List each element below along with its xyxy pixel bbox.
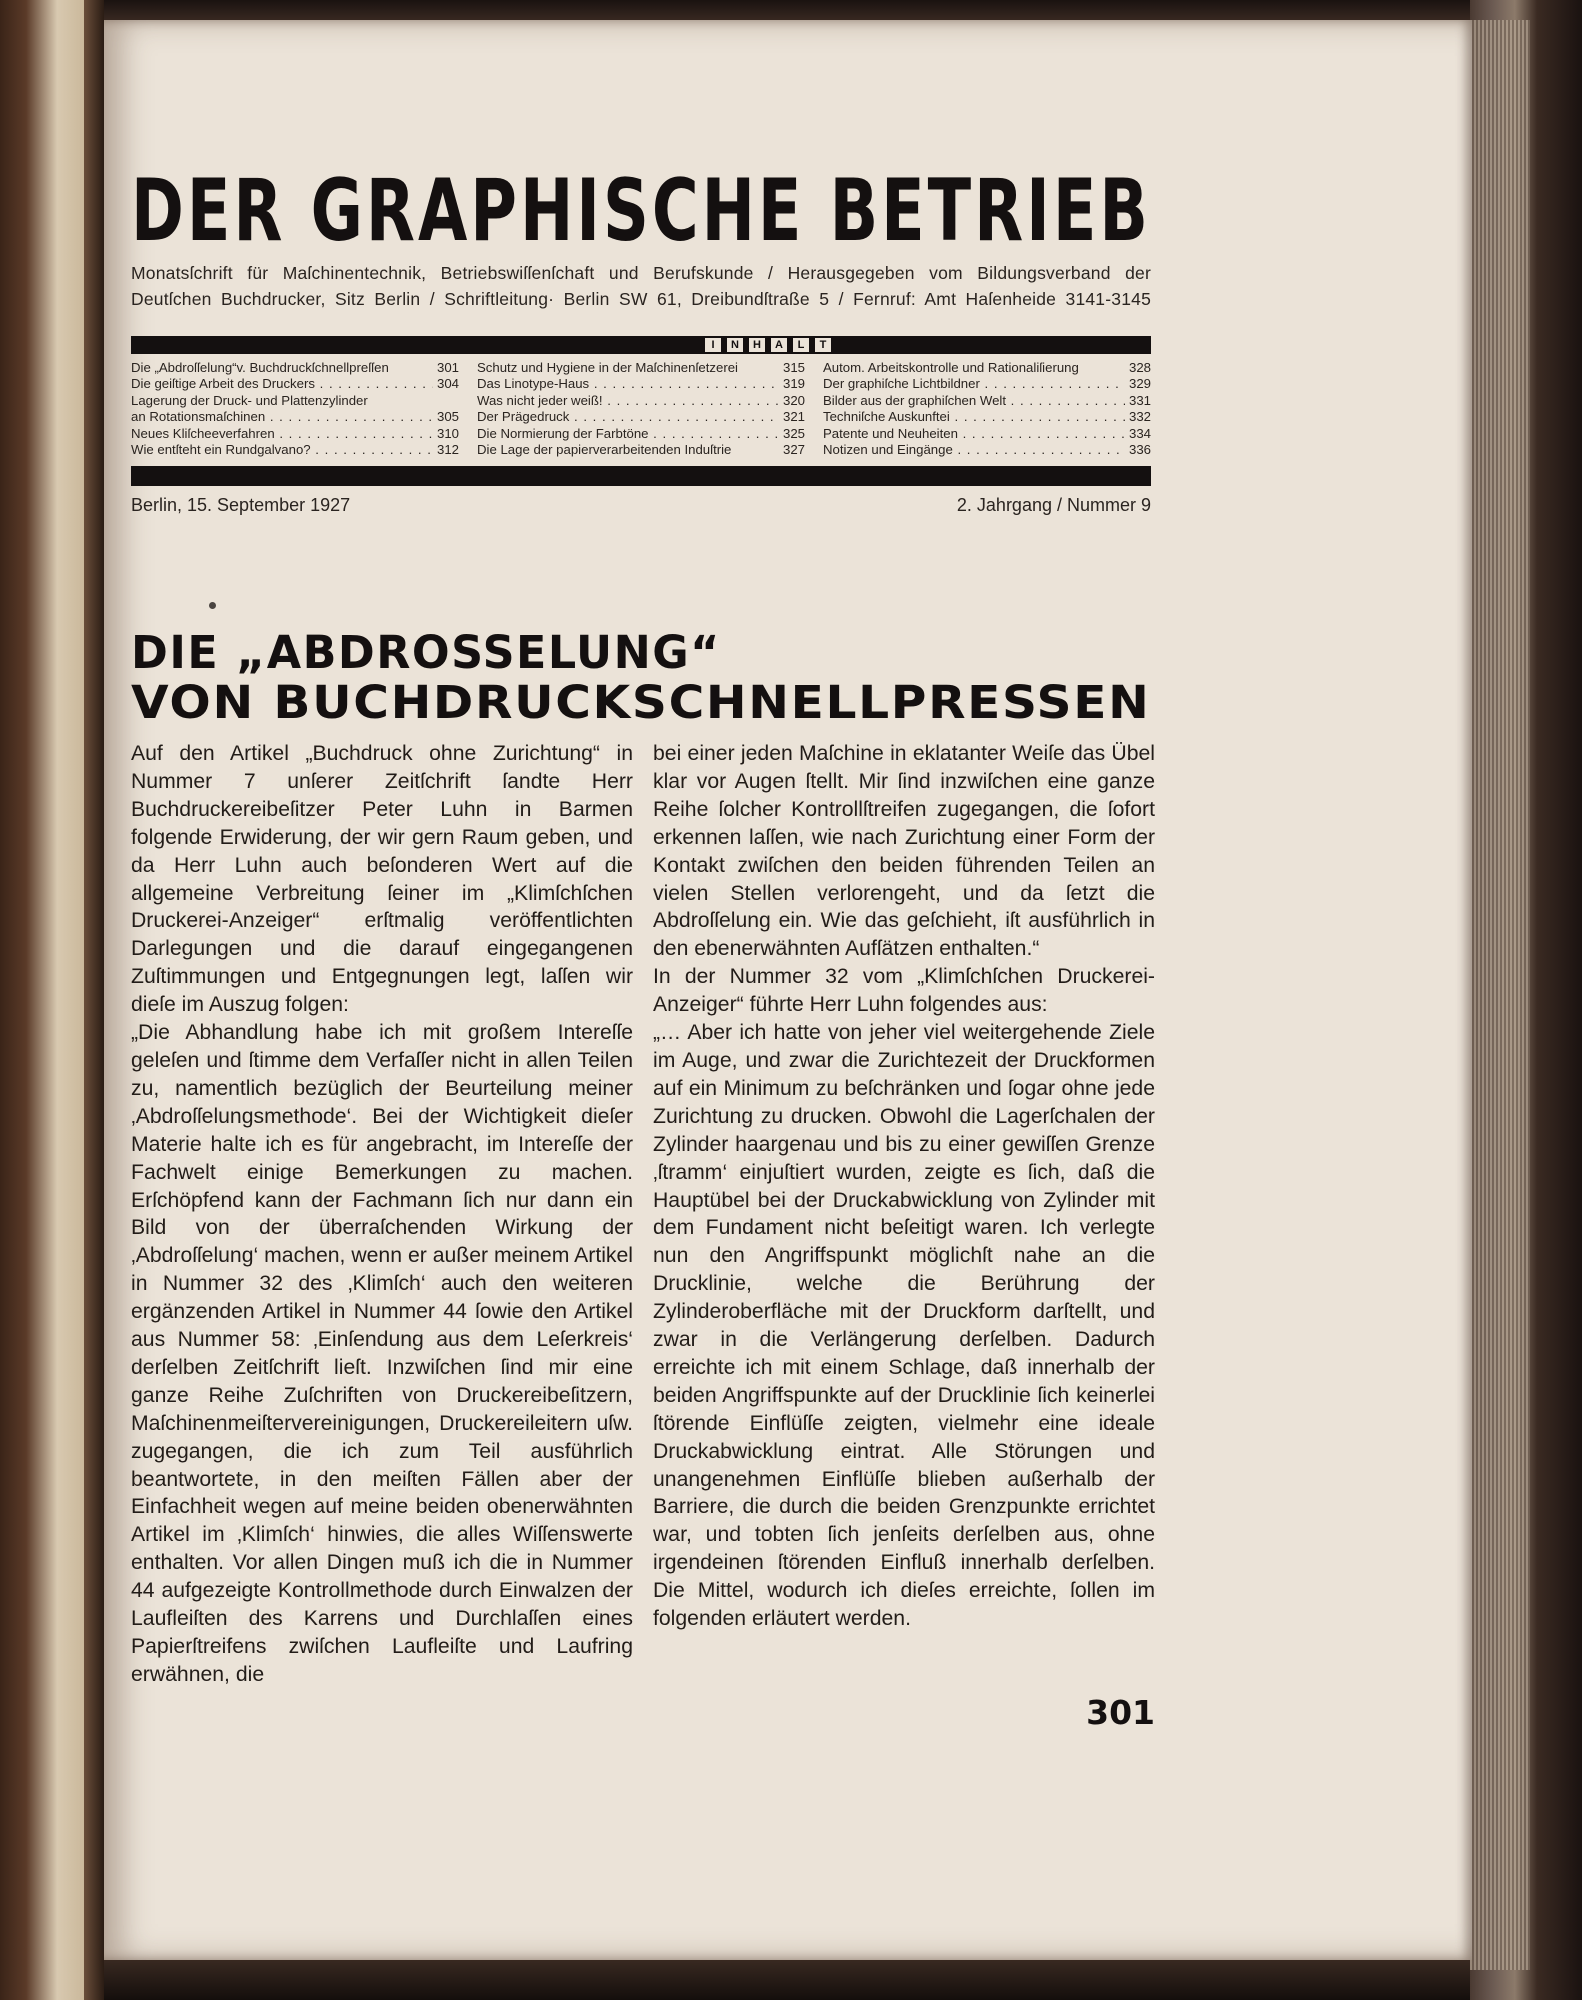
toc-column [131, 360, 459, 460]
toc-entry[interactable] [823, 393, 1151, 409]
masthead-title: DER GRAPHISCHE BETRIEB [131, 161, 1151, 261]
page-number: 301 [1086, 1693, 1155, 1732]
toc-entry-title: an Rotationsmaſchinen . . . [131, 409, 433, 425]
article-column-right [653, 740, 1155, 1633]
toc-entry[interactable] [477, 409, 805, 425]
toc-entry[interactable] [477, 360, 805, 376]
toc-entry-page: 334 [1125, 426, 1151, 442]
article-headline [131, 628, 1151, 728]
toc-column [477, 360, 805, 460]
subtitle-line-1: Monatsſchrift für Maſchinentechnik, Betriebswiſſenſchaft und Berufskunde / Herausgegeben vom Bildungsverband der [131, 263, 1151, 283]
spine-edge [84, 0, 104, 2000]
toc-entry-title: Autom. Arbeitskontrolle und Rationaliſierung [823, 360, 1079, 375]
toc-entry-title: Was nicht jeder weiß! . . . [477, 393, 779, 409]
toc-entry-title: Techniſche Auskunftei . . . [823, 409, 1125, 425]
toc-entry[interactable] [477, 442, 805, 458]
article-column-left [131, 740, 633, 1689]
toc-entry[interactable] [823, 409, 1151, 425]
toc-entry-title: Lagerung der Druck- und Plattenzylinder [131, 392, 368, 408]
ink-dot [209, 602, 216, 609]
toc-entry[interactable] [131, 393, 459, 409]
toc-entry[interactable] [131, 426, 459, 442]
toc-entry-title: Der Prägedruck . . . [477, 409, 779, 425]
paragraph: „… Aber ich hatte von jeher viel weitergehende Ziele im Auge, und zwar die Zurichtezeit der Druckformen auf ein Minimum zu beſchränken und ſogar ohne jede Zurichtung zu drucken. Obwohl die Lagerſchalen der Zylinder haargenau und bis zu einer gewiſſen Grenze ‚ſtramm‘ einjuſtiert wurden, zeigte es ſich, daß die Hauptübel bei der Druckabwicklung von Zylinder mit dem Fundament nicht beſeitigt waren. Ich verlegte nun den Angriffspunkt möglichſt nahe an die Drucklinie, welche die Berührung der Zylinderoberfläche mit der Druckform darſtellt, und zwar in die Verlängerung derſelben. Dadurch erreichte ich mit einem Schlage, daß innerhalb der beiden Angriffspunkte auf der Drucklinie ſich keinerlei ſtörende Einflüſſe zeigten, vielmehr eine ideale Druckabwicklung eintrat. Alle Störungen und unangenehmen Einflüſſe blieben außerhalb der Barriere, die durch die beiden Grenzpunkte errichtet war, und tobten ſich jenſeits derſelben aus, ohne irgendeinen ſtörenden Einfluß innerhalb derſelben. Die Mittel, wodurch ich dieſes erreichte, ſollen im folgenden erläutert werden. [653, 1021, 1155, 1631]
paragraph: In der Nummer 32 vom „Klimſchſchen Druckerei-Anzeiger“ führte Herr Luhn folgendes aus: [653, 965, 1155, 1017]
toc-entry-page [455, 393, 459, 409]
toc-entry-page: 312 [433, 442, 459, 458]
toc-label [699, 336, 837, 354]
toc-bottom-bar [131, 466, 1151, 486]
binding-top [104, 0, 1470, 22]
toc-entry-title: Bilder aus der graphiſchen Welt . . . [823, 393, 1125, 409]
book-page-edges-right [1470, 0, 1582, 2000]
toc-entry[interactable] [477, 426, 805, 442]
toc-entry-page: 329 [1125, 376, 1151, 392]
toc-entry-page: 336 [1125, 442, 1151, 458]
toc-entry-page: 304 [433, 376, 459, 392]
binding-bottom [104, 1958, 1470, 2000]
toc-entry-page: 331 [1125, 393, 1151, 409]
dateline [131, 495, 1151, 516]
toc-entry-title: Die „Abdroſſelung“v. Buchdruckſchnellpreſſen [131, 360, 389, 375]
toc-letter: H [749, 338, 765, 352]
toc-entry-title: Neues Kliſcheeverfahren . . . [131, 426, 433, 442]
toc-entry[interactable] [477, 376, 805, 392]
toc-letter: L [793, 338, 809, 352]
toc-entry-page: 320 [779, 393, 805, 409]
toc-entry-page: 325 [779, 426, 805, 442]
toc-letter: I [705, 338, 721, 352]
toc-letter: T [815, 338, 831, 352]
toc-entry-page: 310 [433, 426, 459, 442]
toc-entry[interactable] [477, 393, 805, 409]
toc-entry-title: Das Linotype-Haus . . . [477, 376, 779, 392]
issue-date: Berlin, 15. September 1927 [131, 495, 351, 515]
headline-line-1: DIE „ABDROSSELUNG“ [131, 626, 721, 679]
toc-entry-title: Die geiſtige Arbeit des Druckers . . . [131, 376, 433, 392]
toc-entry-page: 319 [779, 376, 805, 392]
table-of-contents [131, 360, 1151, 460]
toc-entry-title: Der graphiſche Lichtbildner . . . [823, 376, 1125, 392]
toc-entry-title: Schutz und Hygiene in der Maſchinenſetzerei [477, 360, 738, 375]
toc-entry[interactable] [131, 442, 459, 458]
toc-entry-title: Patente und Neuheiten . . . [823, 426, 1125, 442]
headline-line-2: VON BUCHDRUCKSCHNELLPRESSEN [131, 676, 1151, 729]
toc-entry-title: Die Lage der papierverarbeitenden Induſtrie [477, 442, 732, 458]
toc-entry[interactable] [823, 376, 1151, 392]
toc-top-bar [131, 336, 1151, 354]
toc-entry[interactable] [823, 426, 1151, 442]
book-spine-left [0, 0, 104, 2000]
toc-entry-page: 328 [1125, 360, 1151, 376]
paragraph: Auf den Artikel „Buchdruck ohne Zurichtung“ in Nummer 7 unſerer Zeitſchrift ſandte Herr Buchdruckereibeſitzer Peter Luhn in Barmen folgende Erwiderung, der wir gern Raum geben, und da Herr Luhn auch beſonderen Wert auf die allgemeine Verbreitung ſeiner im „Klimſchſchen Druckerei-Anzeiger“ erſtmalig veröffentlichten Darlegungen und die darauf eingegangenen Zuſtimmungen und Entgegnungen legt, laſſen wir dieſe im Auszug folgen: [131, 742, 633, 1017]
paragraph: bei einer jeden Maſchine in eklatanter Weiſe das Übel klar vor Augen ſtellt. Mir ſind inzwiſchen eine ganze Reihe ſolcher Kontrollſtreifen zugegangen, die ſofort erkennen laſſen, wie nach Zurichtung einer Form der Kontakt zwiſchen den beiden führenden Teilen an vielen Stellen verlorengeht, und da ſetzt die Abdroſſelung ein. Wie das geſchieht, iſt ausführlich in den ebenerwähnten Aufſätzen enthalten.“ [653, 742, 1155, 961]
page-stack [1470, 20, 1530, 1970]
toc-entry[interactable] [823, 360, 1151, 376]
paragraph: „Die Abhandlung habe ich mit großem Intereſſe geleſen und ſtimme dem Verfaſſer nicht in allen Teilen zu, namentlich bezüglich der Beurteilung meiner ‚Abdroſſelungsmethode‘. Bei der Wichtigkeit dieſer Materie halte ich es für angebracht, im Intereſſe der Fachwelt einige Bemerkungen zu machen. Erſchöpfend kann der Fachmann ſich nur dann ein Bild von der überraſchenden Wirkung der ‚Abdroſſelung‘ machen, wenn er außer meinem Artikel in Nummer 32 des ‚Klimſch‘ auch den weiteren ergänzenden Artikel in Nummer 44 ſowie den Artikel aus Nummer 58: ‚Einſendung aus dem Leſerkreis‘ derſelben Zeitſchrift lieſt. Inzwiſchen ſind mir eine ganze Reihe Zuſchriften von Druckereibeſitzern, Maſchinenmeiſtervereinigungen, Druckereileitern uſw. zugegangen, die ich zum Teil ausführlich beantwortete, in den meiſten Fällen aber der Einfachheit wegen auf meine beiden obenerwähnten Artikel im ‚Klimſch‘ hinwies, die alles Wiſſenswerte enthalten. Vor allen Dingen muß ich die in Nummer 44 aufgezeigte Kontrollmethode durch Einwalzen der Laufleiſten des Karrens und Durchlaſſen eines Papierſtreifens zwiſchen Laufleiſte und Laufring erwähnen, die [131, 1021, 633, 1686]
toc-entry[interactable] [131, 376, 459, 392]
masthead-subtitle [131, 260, 1151, 312]
toc-entry-title: Notizen und Eingänge . . . [823, 442, 1125, 458]
toc-letter: N [727, 338, 743, 352]
toc-entry-page: 305 [433, 409, 459, 425]
toc-entry-page: 332 [1125, 409, 1151, 425]
toc-entry-title: Die Normierung der Farbtöne . . . [477, 426, 779, 442]
toc-letter: A [771, 338, 787, 352]
toc-entry-title: Wie entſteht ein Rundgalvano? . . . [131, 442, 433, 458]
subtitle-line-2: Deutſchen Buchdrucker, Sitz Berlin / Schriftleitung· Berlin SW 61, Dreibundſtraße 5 / Fernruf: Amt Haſenheide 3141-3145 [131, 289, 1151, 309]
toc-entry-page: 315 [779, 360, 805, 376]
toc-entry-page: 301 [433, 360, 459, 376]
toc-entry-page: 321 [779, 409, 805, 425]
toc-entry-page: 327 [779, 442, 805, 458]
toc-entry[interactable] [131, 360, 459, 376]
issue-number: 2. Jahrgang / Nummer 9 [956, 495, 1151, 515]
toc-entry[interactable] [131, 409, 459, 425]
toc-entry[interactable] [823, 442, 1151, 458]
toc-column [823, 360, 1151, 460]
